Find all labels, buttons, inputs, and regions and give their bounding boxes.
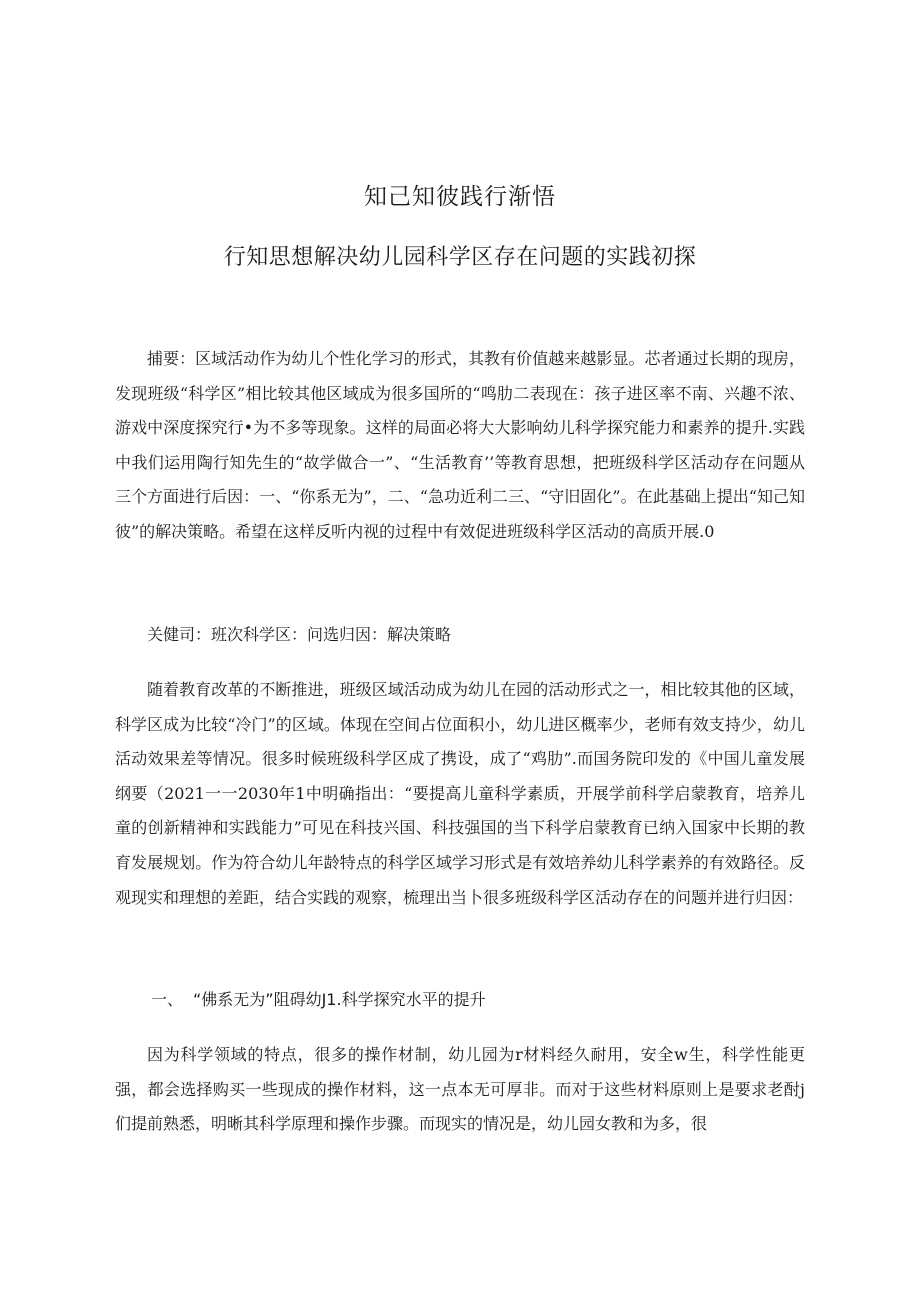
keywords-line: 关健司：班次科学区：问选归因：解决策略 <box>147 625 452 644</box>
document-subtitle: 行知思想解决幼儿园科学区存在问题的实践初探 <box>223 245 697 270</box>
abstract-paragraph: 捕要：区域活动作为幼儿个性化学习的形式，其教有价值越来越影显。芯者通过长期的现房，发现班级“科学区”相比较其他区域成为很多国所的“鸣肋二表现在：孩子进区率不南、兴趣不浓、游戏中深度探究行•为不多等现象。这样的局面必将大大影响幼儿科学探究能力和素养的提升.实践中我们运用陶行知先生的“故学做合一”、“生活教育’’等教育思想，把班级科学区活动存在问题从三个方面进行后因：一、“你系无为”，二、“急功近利二三、“守旧固化”。在此基础上提出“知己知彼”的解决策略。希望在这样反听内视的过程中有效促进班级科学区活动的高质开展.0 <box>115 349 805 541</box>
section-heading-text: “佛系无为”阻碍幼J1.科学探究水平的提升 <box>193 990 486 1009</box>
section-heading-1 <box>151 987 486 1010</box>
document-title: 知己知彼践行渐悟 <box>364 184 556 210</box>
body-paragraph-intro: 随着教育改革的不断推进，班级区域活动成为幼儿在园的活动形式之一，相比较其他的区域，科学区成为比较“冷门”的区域。体现在空间占位面积小，幼儿进区概率少，老师有效支持少，幼儿活动效果差等情况。很多时候班级科学区成了携设，成了“鸡肋”.而国务院印发的《中国儿童发展纲要（2021一一2030年1中明确指出：“要提高儿童科学素质，开展学前科学启蒙教育，培养儿童的创新精神和实践能力”可见在科技兴国、科技强国的当下科学启蒙教育已纳入国家中长期的教育发展规划。作为符合幼儿年龄特点的科学区域学习形式是有效培养幼儿科学素养的有效路径。反观现实和理想的差距，结合实践的观察，梳理出当卜很多班级科学区活动存在的问题并进行归因： <box>115 680 805 907</box>
body-paragraph-section-1: 因为科学领域的特点，很多的操作材制，幼儿园为r材料经久耐用，安全w生，科学性能更强，都会选择购买一些现成的操作材料，这一点本无可厚非。而对于这些材料原则上是要求老酎j们提前熟悉，明晰其科学原理和操作步骤。而现实的情况是，幼儿园女教和为多，很 <box>115 1045 805 1134</box>
section-heading-number: 一、 <box>151 990 184 1009</box>
